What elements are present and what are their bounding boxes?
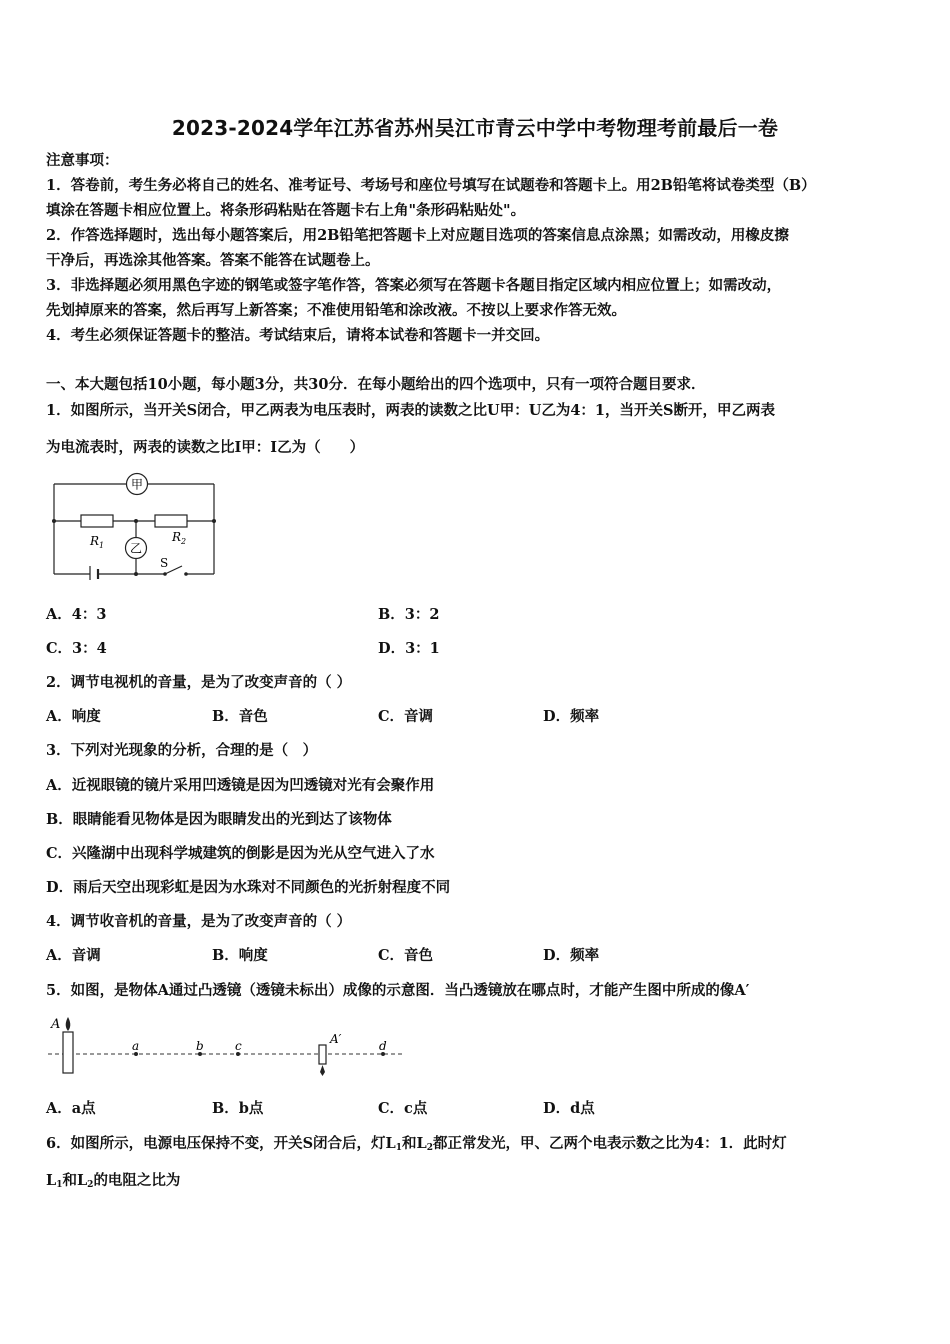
q4-option-b[interactable]: B．响度 [212, 947, 268, 964]
q3-option-a[interactable]: A．近视眼镜的镜片采用凹透镜是因为凹透镜对光有会聚作用 [46, 777, 435, 794]
q1-stem-line2: 为电流表时，两表的读数之比I甲：I乙为（ ） [46, 439, 365, 456]
q4-option-c[interactable]: C．音色 [378, 947, 434, 964]
q4-option-a[interactable]: A．音调 [46, 947, 101, 964]
switch-label: S [160, 556, 169, 570]
q4-stem: 4．调节收音机的音量，是为了改变声音的（ ） [46, 913, 352, 930]
q5-stem: 5．如图，是物体A通过凸透镜（透镜未标出）成像的示意图．当凸透镜放在哪点时，才能产生图中所成的像A′ [46, 982, 750, 999]
q3-stem: 3．下列对光现象的分析，合理的是（ ） [46, 742, 318, 759]
q4-option-d[interactable]: D．频率 [543, 947, 600, 964]
notice-line: 3．非选择题必须用黑色字迹的钢笔或签字笔作答，答案必须写在答题卡各题目指定区域内相应位置上；如需改动， [46, 277, 782, 294]
notice-line: 4．考生必须保证答题卡的整洁。考试结束后，请将本试卷和答题卡一并交回。 [46, 327, 550, 344]
q3-option-c[interactable]: C．兴隆湖中出现科学城建筑的倒影是因为光从空气进入了水 [46, 845, 435, 862]
image-label: A′ [330, 1032, 342, 1046]
q1-option-d[interactable]: D．3：1 [378, 640, 440, 657]
q2-option-b[interactable]: B．音色 [212, 708, 268, 725]
q3-option-b[interactable]: B．眼睛能看见物体是因为眼睛发出的光到达了该物体 [46, 811, 392, 828]
q2-option-c[interactable]: C．音调 [378, 708, 434, 725]
q1-circuit-diagram [48, 472, 220, 580]
meter-jia-label: 甲 [130, 477, 144, 492]
page-title: 2023-2024学年江苏省苏州吴江市青云中学中考物理考前最后一卷 [171, 116, 779, 140]
q5-option-c[interactable]: C．c点 [378, 1100, 428, 1117]
q1-stem-line1: 1．如图所示，当开关S闭合，甲乙两表为电压表时，两表的读数之比U甲：U乙为4：1，当开关S断开，甲乙两表 [46, 402, 775, 419]
r2-label: $R_2$ [172, 530, 187, 546]
notice-line: 2．作答选择题时，选出每小题答案后，用2B铅笔把答题卡上对应题目选项的答案信息点涂黑；如需改动，用橡皮擦 [46, 227, 789, 244]
q3-option-d[interactable]: D．雨后天空出现彩虹是因为水珠对不同颜色的光折射程度不同 [46, 879, 451, 896]
q2-option-a[interactable]: A．响度 [46, 708, 101, 725]
notice-line: 干净后，再选涂其他答案。答案不能答在试题卷上。 [46, 252, 380, 269]
q6-stem-line2: $L_1$和$L_2$的电阻之比为 [46, 1172, 181, 1190]
q6-stem-line1: 6．如图所示，电源电压保持不变，开关S闭合后，灯$L_1$和$L_2$都正常发光，甲、乙两个电表示数之比为4：1．此时灯 [46, 1135, 787, 1153]
q1-option-a[interactable]: A．4：3 [46, 606, 107, 623]
point-b-label: b [196, 1039, 204, 1053]
section-heading: 一、本大题包括10小题，每小题3分，共30分．在每小题给出的四个选项中，只有一项符合题目要求． [46, 376, 706, 393]
r1-label: $R_1$ [90, 534, 105, 550]
q5-option-a[interactable]: A．a点 [46, 1100, 96, 1117]
q5-option-b[interactable]: B．b点 [212, 1100, 264, 1117]
notice-heading: 注意事项： [46, 152, 119, 169]
object-label: A [51, 1017, 61, 1032]
point-d-label: d [379, 1039, 387, 1053]
point-a-label: a [132, 1039, 140, 1053]
point-c-label: c [235, 1039, 242, 1053]
q1-option-c[interactable]: C．3：4 [46, 640, 107, 657]
q2-option-d[interactable]: D．频率 [543, 708, 600, 725]
q5-option-d[interactable]: D．d点 [543, 1100, 595, 1117]
notice-line: 填涂在答题卡相应位置上。将条形码粘贴在答题卡右上角"条形码粘贴处"。 [46, 202, 526, 219]
notice-line: 先划掉原来的答案，然后再写上新答案；不准使用铅笔和涂改液。不按以上要求作答无效。 [46, 302, 626, 319]
meter-yi-label: 乙 [129, 541, 143, 556]
q1-option-b[interactable]: B．3：2 [378, 606, 440, 623]
q2-stem: 2．调节电视机的音量，是为了改变声音的（ ） [46, 674, 352, 691]
q5-lens-diagram [46, 1012, 404, 1080]
notice-line: 1．答卷前，考生务必将自己的姓名、准考证号、考场号和座位号填写在试题卷和答题卡上。用2B铅笔将试卷类型（B） [46, 177, 816, 194]
